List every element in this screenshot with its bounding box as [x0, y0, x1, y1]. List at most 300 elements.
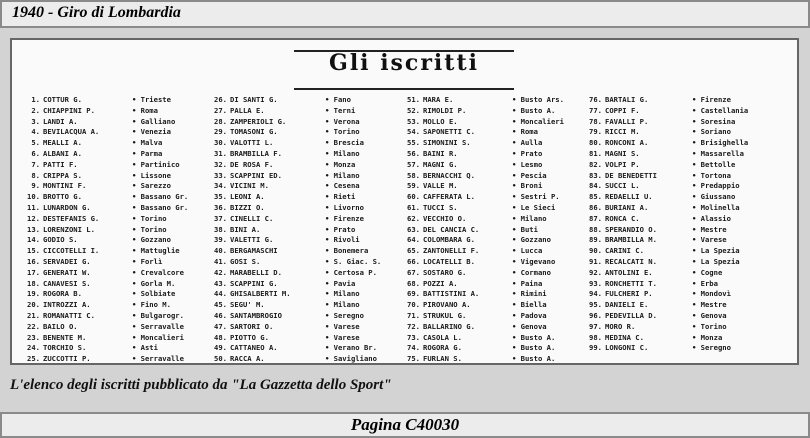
entrant-number: 20. [27, 300, 40, 310]
entrant-hometown: • Erba [692, 278, 718, 288]
entrant-number: 50. [214, 354, 227, 364]
entrant-number: 87. [589, 213, 602, 223]
entrant-number: 56. [407, 148, 420, 158]
entrant-name: SANTAMBROGIO [230, 310, 282, 320]
entrant-name: FULCHERI P. [605, 289, 653, 299]
entrant-number: 40. [214, 246, 227, 256]
entrant-name: ROMANATTI C. [43, 310, 95, 320]
entrant-hometown: • Varese [325, 332, 360, 342]
entrant-number: 37. [214, 213, 227, 223]
entrant-number: 7. [31, 159, 40, 169]
entrant-name: GODIO S. [43, 235, 78, 245]
entrant-name: SPERANDIO O. [605, 224, 657, 234]
entrant-number: 3. [31, 116, 40, 126]
entrant-hometown: • Milano [325, 170, 360, 180]
entrant-hometown: • Prato [512, 148, 543, 158]
page-title: 1940 - Giro di Lombardia [12, 4, 181, 21]
entrant-number: 34. [214, 181, 227, 191]
entrant-name: PIROVANO A. [423, 300, 471, 310]
entrant-name: LOCATELLI B. [423, 256, 475, 266]
entrant-hometown: • Parma [132, 148, 163, 158]
entrant-number: 38. [214, 224, 227, 234]
entrant-name: BURIANI A. [605, 202, 649, 212]
entrant-hometown: • Gorla M. [132, 278, 176, 288]
entrant-hometown: • Pavia [325, 278, 356, 288]
entrant-name: RONCHETTI T. [605, 278, 657, 288]
entrant-hometown: • Roma [512, 127, 538, 137]
entrant-number: 78. [589, 116, 602, 126]
entrant-hometown: • Certosa P. [325, 267, 377, 277]
entrant-name: TORCHIO S. [43, 343, 87, 353]
entrant-hometown: • Terni [325, 105, 356, 115]
entrant-number: 89. [589, 235, 602, 245]
entrant-name: SCAPPINI ED. [230, 170, 282, 180]
entrant-number: 96. [589, 310, 602, 320]
entrant-hometown: • Milano [512, 213, 547, 223]
entrant-number: 85. [589, 192, 602, 202]
entrant-number: 8. [31, 170, 40, 180]
entrant-hometown: • Lucca [512, 246, 543, 256]
entrant-name: BARTALI G. [605, 95, 649, 104]
entrant-name: BENENTE M. [43, 332, 87, 342]
entrant-number: 66. [407, 256, 420, 266]
entrant-number: 86. [589, 202, 602, 212]
entrant-hometown: • Padova [512, 310, 547, 320]
entrant-hometown: • Moncalieri [512, 116, 564, 126]
entrant-hometown: • Cormano [512, 267, 551, 277]
entrant-number: 5. [31, 138, 40, 148]
entrant-hometown: • Varese [692, 235, 727, 245]
entrant-number: 81. [589, 148, 602, 158]
entrant-number: 77. [589, 105, 602, 115]
entrant-hometown: • Broni [512, 181, 543, 191]
entrant-hometown: • Partinico [132, 159, 180, 169]
newspaper-clipping [10, 38, 799, 365]
entrant-number: 23. [27, 332, 40, 342]
entrant-number: 90. [589, 246, 602, 256]
entrant-hometown: • Seregno [692, 343, 731, 353]
entrant-name: DI SANTI G. [230, 95, 278, 104]
title-bar [0, 0, 810, 28]
entrant-hometown: • Gozzano [512, 235, 551, 245]
entrant-name: COTTUR G. [43, 95, 82, 104]
entrant-number: 2. [31, 105, 40, 115]
entrant-name: STRUKUL G. [423, 310, 467, 320]
entrant-hometown: • Rimini [512, 289, 547, 299]
entrant-number: 64. [407, 235, 420, 245]
entrant-hometown: • Firenze [325, 213, 364, 223]
entrant-number: 9. [31, 181, 40, 191]
entrant-name: MARABELLI D. [230, 267, 282, 277]
footer-bar [0, 412, 810, 438]
entrant-name: COLOMBARA G. [423, 235, 475, 245]
entrant-name: VALLE M. [423, 181, 458, 191]
entrant-name: BROTTO G. [43, 192, 82, 202]
entrant-number: 51. [407, 95, 420, 104]
entrant-number: 24. [27, 343, 40, 353]
entrant-hometown: • Alassio [692, 213, 731, 223]
entrant-name: SARTORI O. [230, 321, 274, 331]
entrant-number: 41. [214, 256, 227, 266]
entrant-number: 11. [27, 202, 40, 212]
entrant-hometown: • Mondovì [692, 289, 731, 299]
entrant-number: 82. [589, 159, 602, 169]
entrant-name: CRIPPA S. [43, 170, 82, 180]
entrant-name: PIOTTO G. [230, 332, 269, 342]
image-caption: L'elenco degli iscritti pubblicato da "La Gazzetta dello Sport" [10, 377, 392, 393]
entrant-name: VICINI M. [230, 181, 269, 191]
entrant-name: BRAMBILLA M. [605, 235, 657, 245]
entrant-name: TOMASONI G. [230, 127, 278, 137]
entrant-number: 10. [27, 192, 40, 202]
entrant-hometown: • Torino [132, 224, 167, 234]
entrant-number: 58. [407, 170, 420, 180]
entrant-number: 83. [589, 170, 602, 180]
list-heading: Gli iscritti [329, 50, 479, 76]
entrant-name: BATTISTINI A. [423, 289, 480, 299]
entrant-name: RONCA C. [605, 213, 640, 223]
entrant-number: 61. [407, 202, 420, 212]
entrant-hometown: • Soresina [692, 116, 736, 126]
entrant-number: 93. [589, 278, 602, 288]
entrant-hometown: • Biella [512, 300, 547, 310]
entrant-number: 36. [214, 202, 227, 212]
entrant-number: 69. [407, 289, 420, 299]
entrant-name: VECCHIO O. [423, 213, 467, 223]
entrant-name: VALETTI G. [230, 235, 274, 245]
entrant-hometown: • Seregno [325, 310, 364, 320]
entrant-number: 63. [407, 224, 420, 234]
entrant-hometown: • Mestre [692, 224, 727, 234]
entrant-hometown: • La Spezia [692, 256, 740, 266]
entrant-name: MONTINI F. [43, 181, 87, 191]
entrant-number: 28. [214, 116, 227, 126]
entrant-number: 22. [27, 321, 40, 331]
entrant-name: SERVADEI G. [43, 256, 91, 266]
entrant-name: CATTANEO A. [230, 343, 278, 353]
entrant-name: SUCCI L. [605, 181, 640, 191]
entrant-hometown: • Bonemera [325, 246, 369, 256]
entrant-hometown: • Rieti [325, 192, 356, 202]
entrant-name: TUCCI S. [423, 202, 458, 212]
entrant-hometown: • Pescia [512, 170, 547, 180]
entrant-number: 25. [27, 354, 40, 364]
entrant-hometown: • Serravalle [132, 321, 184, 331]
entrant-name: ZAMPERIOLI G. [230, 116, 287, 126]
entrant-name: RACCA A. [230, 354, 265, 364]
entrant-number: 71. [407, 310, 420, 320]
entrant-number: 35. [214, 192, 227, 202]
entrant-hometown: • Torino [692, 321, 727, 331]
entrant-number: 48. [214, 332, 227, 342]
entrant-name: SEGU' M. [230, 300, 265, 310]
entrant-name: SCAPPINI G. [230, 278, 278, 288]
entrant-name: BERNACCHI Q. [423, 170, 475, 180]
entrant-hometown: • Milano [325, 289, 360, 299]
entrant-hometown: • Trieste [132, 95, 171, 104]
entrant-number: 54. [407, 127, 420, 137]
entrant-name: INTROZZI A. [43, 300, 91, 310]
entrant-name: RONCONI A. [605, 138, 649, 148]
entrant-name: LONGONI C. [605, 343, 649, 353]
entrant-number: 53. [407, 116, 420, 126]
entrant-number: 21. [27, 310, 40, 320]
entrant-name: CANAVESI S. [43, 278, 91, 288]
entrant-number: 39. [214, 235, 227, 245]
entrant-name: CICCOTELLI I. [43, 246, 100, 256]
entrant-number: 33. [214, 170, 227, 180]
entrant-number: 57. [407, 159, 420, 169]
entrant-number: 4. [31, 127, 40, 137]
entrant-hometown: • Forlì [132, 256, 163, 266]
entrant-name: LEONI A. [230, 192, 265, 202]
entrant-number: 6. [31, 148, 40, 158]
entrant-hometown: • Buti [512, 224, 538, 234]
entrant-name: RECALCATI N. [605, 256, 657, 266]
page-number: Pagina C40030 [350, 415, 460, 434]
entrant-hometown: • Aulla [512, 138, 543, 148]
entrant-hometown: • Cogne [692, 267, 723, 277]
entrant-hometown: • Galliano [132, 116, 176, 126]
entrant-hometown: • Tortona [692, 170, 731, 180]
entrant-name: FURLAN S. [423, 354, 462, 364]
entrant-name: RIMOLDI P. [423, 105, 467, 115]
entrant-name: DESTEFANIS G. [43, 213, 100, 223]
entrant-hometown: • Verona [325, 116, 360, 126]
entrant-number: 15. [27, 246, 40, 256]
entrant-number: 47. [214, 321, 227, 331]
entrant-number: 26. [214, 95, 227, 104]
entrant-hometown: • Verano Br. [325, 343, 377, 353]
entrant-name: LANDI A. [43, 116, 78, 126]
entrant-hometown: • Fino M. [132, 300, 171, 310]
entrant-hometown: • Soriano [692, 127, 731, 137]
entrant-hometown: • Venezia [132, 127, 171, 137]
entrant-name: VALOTTI L. [230, 138, 274, 148]
entrant-name: MAGNI G. [423, 159, 458, 169]
entrant-hometown: • Genova [512, 321, 547, 331]
entrant-name: POZZI A. [423, 278, 458, 288]
entrant-number: 32. [214, 159, 227, 169]
entrant-name: GHISALBERTI M. [230, 289, 291, 299]
entrant-hometown: • Giussano [692, 192, 736, 202]
entrant-name: COPPI F. [605, 105, 640, 115]
entrant-hometown: • Cesena [325, 181, 360, 191]
entrant-hometown: • Busto A. [512, 105, 556, 115]
entrant-number: 88. [589, 224, 602, 234]
entrant-number: 95. [589, 300, 602, 310]
entrant-name: BAILO O. [43, 321, 78, 331]
entrant-number: 75. [407, 354, 420, 364]
entrant-number: 1. [31, 95, 40, 104]
entrant-hometown: • Lissone [132, 170, 171, 180]
entrant-hometown: • Busto A. [512, 354, 556, 364]
entrant-hometown: • Genova [692, 310, 727, 320]
entrant-hometown: • Vigevano [512, 256, 556, 266]
entrant-number: 13. [27, 224, 40, 234]
entrant-number: 12. [27, 213, 40, 223]
entrant-hometown: • Lesmo [512, 159, 543, 169]
entrant-name: MEALLI A. [43, 138, 82, 148]
entrant-number: 70. [407, 300, 420, 310]
entrant-name: GENERATI W. [43, 267, 91, 277]
entrant-hometown: • Torino [325, 127, 360, 137]
entrant-number: 99. [589, 343, 602, 353]
entrant-number: 29. [214, 127, 227, 137]
entrant-hometown: • Busto Ars. [512, 95, 564, 104]
entrant-name: CARINI C. [605, 246, 644, 256]
entrant-hometown: • Milano [325, 300, 360, 310]
entrant-hometown: • Torino [132, 213, 167, 223]
entrant-name: PALLA E. [230, 105, 265, 115]
entrant-number: 80. [589, 138, 602, 148]
entrant-name: ALBANI A. [43, 148, 82, 158]
entrant-name: CASOLA L. [423, 332, 462, 342]
entrant-hometown: • Moncalieri [132, 332, 184, 342]
entrant-hometown: • Bassano Gr. [132, 202, 189, 212]
entrant-number: 46. [214, 310, 227, 320]
entrant-hometown: • La Spezia [692, 246, 740, 256]
entrant-number: 97. [589, 321, 602, 331]
entrant-number: 44. [214, 289, 227, 299]
entrant-hometown: • Serravalle [132, 354, 184, 364]
entrant-hometown: • Castellania [692, 105, 749, 115]
entrant-number: 73. [407, 332, 420, 342]
entrant-hometown: • Bettolle [692, 159, 736, 169]
entrant-hometown: • Milano [325, 148, 360, 158]
entrant-hometown: • Massarella [692, 148, 744, 158]
entrant-hometown: • Fano [325, 95, 351, 104]
entrant-hometown: • Busto A. [512, 343, 556, 353]
entrant-name: BAINI R. [423, 148, 458, 158]
entrant-number: 27. [214, 105, 227, 115]
entrant-name: BALLARINO G. [423, 321, 475, 331]
entrant-name: ROGORA G. [423, 343, 462, 353]
entrant-hometown: • Firenze [692, 95, 731, 104]
entrant-number: 18. [27, 278, 40, 288]
entrant-name: BERGAMASCHI [230, 246, 278, 256]
entrant-hometown: • S. Giac. S. [325, 256, 382, 266]
entrant-name: LUNARDON G. [43, 202, 91, 212]
entrant-number: 59. [407, 181, 420, 191]
entrant-name: GOSI S. [230, 256, 261, 266]
entrant-hometown: • Varese [325, 321, 360, 331]
entrant-name: ROGORA B. [43, 289, 82, 299]
entrant-name: SOSTARO G. [423, 267, 467, 277]
entrant-number: 76. [589, 95, 602, 104]
entrant-number: 98. [589, 332, 602, 342]
entrant-number: 65. [407, 246, 420, 256]
entrant-name: MOLLO E. [423, 116, 458, 126]
entrant-hometown: • Molinella [692, 202, 740, 212]
entrant-number: 67. [407, 267, 420, 277]
entrant-number: 74. [407, 343, 420, 353]
entrant-hometown: • Roma [132, 105, 158, 115]
entrant-hometown: • Prato [325, 224, 356, 234]
entrant-name: MEDINA C. [605, 332, 644, 342]
entrant-number: 55. [407, 138, 420, 148]
entrant-name: RICCI M. [605, 127, 640, 137]
entrant-name: BEVILACQUA A. [43, 127, 100, 137]
entrant-hometown: • Le Sieci [512, 202, 556, 212]
entrant-hometown: • Sestri P. [512, 192, 560, 202]
entrant-hometown: • Mattuglie [132, 246, 180, 256]
entrant-name: CINELLI C. [230, 213, 274, 223]
entrant-number: 92. [589, 267, 602, 277]
entrant-name: CAFFERATA L. [423, 192, 475, 202]
entrant-hometown: • Busto A. [512, 332, 556, 342]
entrant-hometown: • Paina [512, 278, 543, 288]
entrant-hometown: • Brisighella [692, 138, 749, 148]
entrant-number: 94. [589, 289, 602, 299]
entrant-number: 84. [589, 181, 602, 191]
entrant-name: VOLPI P. [605, 159, 640, 169]
entrant-number: 52. [407, 105, 420, 115]
entrant-name: SIMONINI S. [423, 138, 471, 148]
entrant-hometown: • Livorno [325, 202, 364, 212]
entrant-hometown: • Rivoli [325, 235, 360, 245]
entrant-hometown: • Solbiate [132, 289, 176, 299]
entrant-hometown: • Gozzano [132, 235, 171, 245]
entrant-number: 49. [214, 343, 227, 353]
entrant-hometown: • Brescia [325, 138, 364, 148]
entrant-name: BINI A. [230, 224, 261, 234]
entrant-number: 62. [407, 213, 420, 223]
entrant-name: REDAELLI U. [605, 192, 653, 202]
entrant-hometown: • Crevalcore [132, 267, 184, 277]
entrant-number: 30. [214, 138, 227, 148]
entrant-number: 16. [27, 256, 40, 266]
entrant-name: BRAMBILLA F. [230, 148, 282, 158]
entrant-hometown: • Mestre [692, 300, 727, 310]
heading-rule [294, 50, 514, 90]
entrant-name: CHIAPPINI P. [43, 105, 95, 115]
entrant-number: 19. [27, 289, 40, 299]
entrant-name: DEL CANCIA C. [423, 224, 480, 234]
entrant-name: DANIELI E. [605, 300, 649, 310]
entrant-name: MAGNI S. [605, 148, 640, 158]
entrant-hometown: • Predappio [692, 181, 740, 191]
entrant-hometown: • Malva [132, 138, 163, 148]
entrant-number: 60. [407, 192, 420, 202]
entrant-number: 72. [407, 321, 420, 331]
entrant-hometown: • Bulgarogr. [132, 310, 184, 320]
entrant-hometown: • Monza [692, 332, 723, 342]
entrant-number: 45. [214, 300, 227, 310]
entrant-hometown: • Bassano Gr. [132, 192, 189, 202]
entrant-name: PEDEVILLA D. [605, 310, 657, 320]
entrant-number: 17. [27, 267, 40, 277]
entrant-number: 43. [214, 278, 227, 288]
entrant-name: LORENZONI L. [43, 224, 95, 234]
entrant-name: ANTOLINI E. [605, 267, 653, 277]
entrant-name: ZUCCOTTI P. [43, 354, 91, 364]
entrant-number: 68. [407, 278, 420, 288]
entrant-name: MORO R. [605, 321, 636, 331]
entrant-name: FAVALLI P. [605, 116, 649, 126]
entrant-number: 31. [214, 148, 227, 158]
entrant-name: DE ROSA F. [230, 159, 274, 169]
entrant-hometown: • Asti [132, 343, 158, 353]
entrant-hometown: • Monza [325, 159, 356, 169]
entrant-name: DE BENEDETTI [605, 170, 657, 180]
entrant-name: ZANTONELLI F. [423, 246, 480, 256]
entrant-name: PATTI F. [43, 159, 78, 169]
entrant-number: 42. [214, 267, 227, 277]
entrant-number: 79. [589, 127, 602, 137]
entrant-name: SAPONETTI C. [423, 127, 475, 137]
entrant-name: MARA E. [423, 95, 454, 104]
